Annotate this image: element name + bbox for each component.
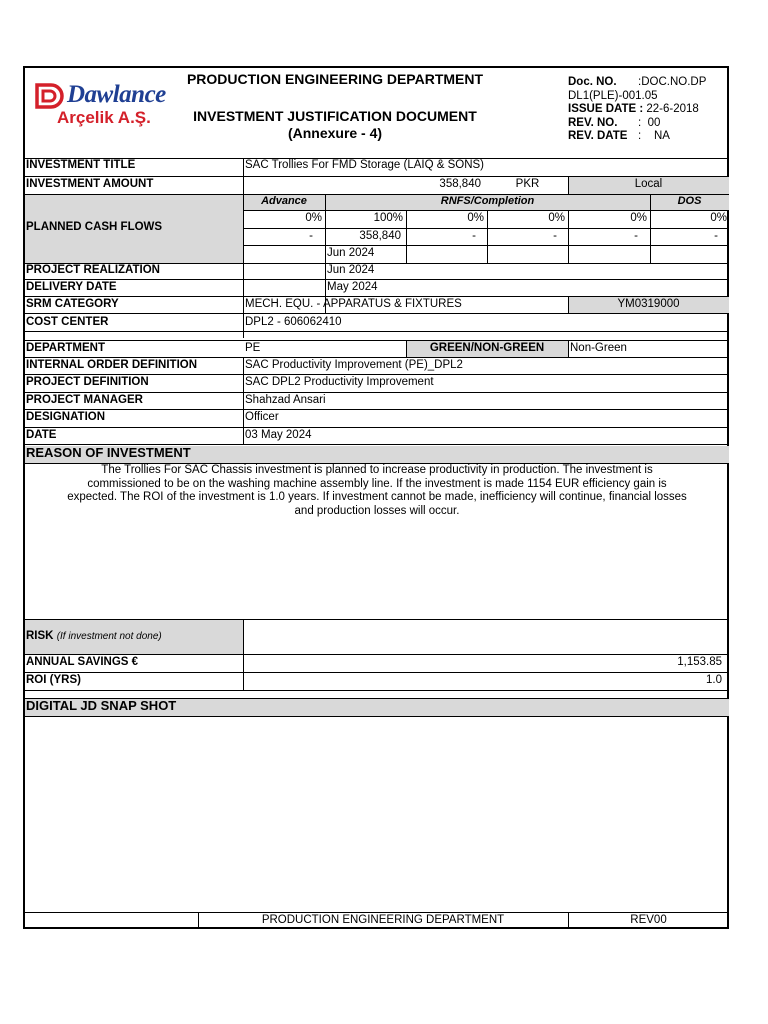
- annual-savings-label: ANNUAL SAVINGS €: [26, 656, 139, 668]
- date-value: 03 May 2024: [245, 429, 312, 441]
- department-heading: PRODUCTION ENGINEERING DEPARTMENT: [186, 71, 484, 87]
- cash-flow-percent: 0%: [630, 212, 647, 224]
- cash-flow-percent: 0%: [467, 212, 484, 224]
- cash-flow-percent: 100%: [373, 212, 403, 224]
- annexure-label: (Annexure - 4): [287, 125, 383, 141]
- department-value: PE: [245, 342, 261, 354]
- rnfs-header: RNFS/Completion: [440, 195, 535, 207]
- srm-category-value: MECH. EQU. - APPARATUS & FIXTURES: [245, 298, 462, 310]
- cash-flow-percent: 0%: [548, 212, 565, 224]
- doc-no-value: :DOC.NO.DP: [638, 76, 707, 88]
- cash-flow-date: Jun 2024: [327, 247, 375, 259]
- footer-department: PRODUCTION ENGINEERING DEPARTMENT: [261, 914, 505, 926]
- reason-heading: REASON OF INVESTMENT: [26, 445, 191, 460]
- risk-label: RISK: [26, 630, 54, 642]
- planned-cash-flows-label: PLANNED CASH FLOWS: [26, 221, 163, 233]
- green-non-green-label: GREEN/NON-GREEN: [429, 342, 545, 354]
- cash-flow-amount: 358,840: [359, 230, 401, 242]
- document-sheet: [23, 66, 729, 929]
- internal-order-value: SAC Productivity Improvement (PE)_DPL2: [245, 359, 463, 371]
- cash-flow-percent: 0%: [710, 212, 727, 224]
- investment-type: Local: [634, 178, 663, 190]
- investment-title-value: SAC Trollies For FMD Storage (LAIQ & SONS): [245, 159, 485, 171]
- snapshot-heading: DIGITAL JD SNAP SHOT: [26, 698, 177, 713]
- roi-label: ROI (YRS): [26, 674, 81, 686]
- document-title: INVESTMENT JUSTIFICATION DOCUMENT: [193, 108, 477, 124]
- investment-currency: PKR: [515, 178, 540, 190]
- doc-no-value-continued: DL1(PLE)-001.05: [568, 89, 658, 102]
- reason-line: commissioned to be on the washing machine assembly line. If the investment is made 1154 EUR efficiency gain is: [87, 477, 667, 490]
- designation-value: Officer: [245, 411, 279, 423]
- risk-note: (If investment not done): [56, 631, 162, 642]
- srm-category-label: SRM CATEGORY: [26, 298, 119, 310]
- cash-flow-amount: -: [309, 230, 313, 242]
- rev-date-value: : NA: [638, 130, 670, 142]
- dos-header: DOS: [677, 195, 702, 207]
- document-info-block: [568, 76, 728, 148]
- designation-label: DESIGNATION: [26, 411, 106, 423]
- project-manager-label: PROJECT MANAGER: [26, 394, 143, 406]
- investment-amount-value: 358,840: [439, 178, 481, 190]
- reason-line: The Trollies For SAC Chassis investment is planned to increase productivity in production. The investment is: [101, 464, 653, 476]
- issue-date-value: 22-6-2018: [646, 103, 699, 115]
- investment-title-label: INVESTMENT TITLE: [26, 159, 136, 171]
- internal-order-label: INTERNAL ORDER DEFINITION: [26, 359, 198, 371]
- rev-date-label: REV. DATE: [568, 130, 628, 142]
- date-label: DATE: [26, 429, 57, 441]
- reason-line: and production losses will occur.: [294, 504, 460, 517]
- rev-no-value: : 00: [638, 116, 661, 129]
- rev-no-label: REV. NO.: [568, 116, 618, 129]
- risk-label-block: [26, 629, 162, 644]
- cash-flow-amount: -: [472, 230, 476, 242]
- project-definition-value: SAC DPL2 Productivity Improvement: [245, 376, 434, 388]
- dawlance-d-icon: [35, 83, 65, 109]
- srm-category-code: YM0319000: [617, 298, 680, 310]
- project-definition-label: PROJECT DEFINITION: [26, 376, 149, 388]
- annual-savings-value: 1,153.85: [677, 656, 722, 668]
- cost-center-value: DPL2 - 606062410: [245, 316, 342, 328]
- reason-line: expected. The ROI of the investment is 1.0 years. If investment cannot be made, inefficiency will continue, financial losses: [67, 491, 687, 503]
- project-realization-label: PROJECT REALIZATION: [26, 264, 160, 276]
- investment-amount-label: INVESTMENT AMOUNT: [26, 178, 154, 190]
- cash-flow-amount: -: [634, 230, 638, 242]
- advance-header: Advance: [261, 195, 307, 207]
- logo-brand: Dawlance: [67, 81, 166, 108]
- reason-text: [25, 464, 729, 518]
- cash-flow-percent: 0%: [305, 212, 322, 224]
- green-non-green-value: Non-Green: [570, 342, 627, 354]
- doc-no-label: Doc. NO.: [568, 76, 617, 88]
- delivery-date-label: DELIVERY DATE: [26, 281, 117, 293]
- cash-flow-amount: -: [553, 230, 557, 242]
- delivery-date-value: May 2024: [327, 281, 378, 293]
- project-realization-value: Jun 2024: [327, 264, 375, 276]
- cost-center-label: COST CENTER: [26, 316, 109, 328]
- project-manager-value: Shahzad Ansari: [245, 394, 326, 406]
- logo-parent: Arçelik A.Ş.: [57, 108, 151, 127]
- department-label: DEPARTMENT: [26, 342, 106, 354]
- cash-flow-amount: -: [714, 230, 718, 242]
- issue-date-label: ISSUE DATE :: [568, 103, 644, 115]
- company-logo: [33, 80, 183, 130]
- footer-rev: REV00: [630, 914, 667, 926]
- roi-value: 1.0: [706, 674, 722, 686]
